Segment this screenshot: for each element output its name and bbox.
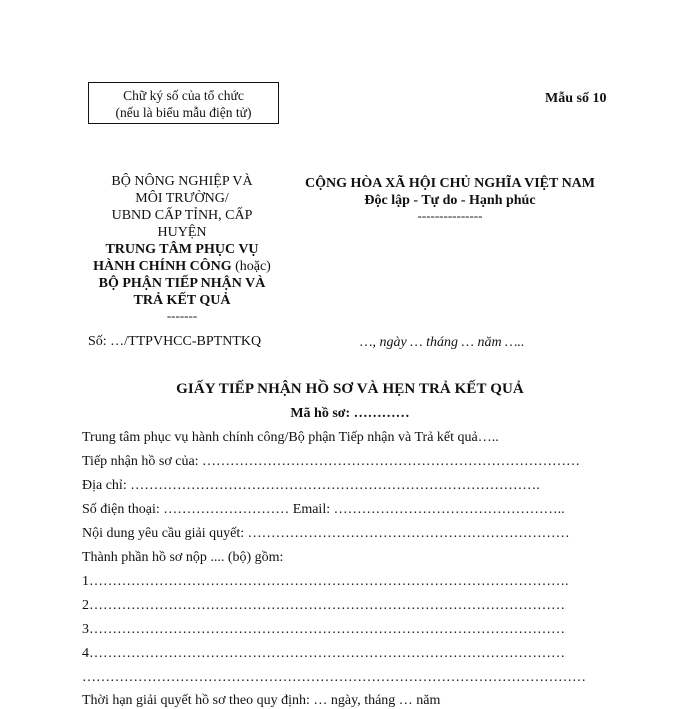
date-line: …, ngày … tháng … năm ….. — [360, 335, 525, 350]
national-motto: Độc lập - Tự do - Hạnh phúc — [364, 193, 536, 208]
body-line-item-2: 2………………………………………………………………………………………… — [82, 598, 565, 613]
center-line2-normal: (hoặc) — [231, 259, 271, 274]
signature-box-line2: (nếu là biểu mẫu điện tử) — [115, 105, 252, 120]
signature-box-line1: Chữ ký số của tổ chức — [123, 88, 244, 103]
center-line2 — [80, 258, 284, 275]
body-line-request-content: Nội dung yêu cầu giải quyết: …………………………………………………………… — [82, 526, 570, 541]
center-line1: TRUNG TÂM PHỤC VỤ — [105, 242, 259, 257]
body-line-deadline: Thời hạn giải quyết hồ sơ theo quy định: … ngày, tháng … năm — [82, 693, 441, 708]
issuing-agency-header — [80, 173, 284, 323]
right-separator: --------------- — [417, 208, 483, 223]
body-line-applicant: Tiếp nhận hồ sơ của: ……………………………………………………………………… — [82, 454, 581, 469]
body-line-item-1: 1…………………………………………………………………………………………. — [82, 574, 569, 589]
body-line-item-3: 3………………………………………………………………………………………… — [82, 622, 565, 637]
agency-line4: HUYỆN — [157, 225, 207, 240]
national-header — [290, 175, 610, 223]
center-line3: BỘ PHẬN TIẾP NHẬN VÀ — [98, 276, 266, 291]
body-line-phone-email: Số điện thoại: ……………………… Email: ………………………………………….. — [82, 502, 565, 517]
left-separator: ------- — [166, 308, 198, 323]
center-line4: TRẢ KẾT QUẢ — [133, 293, 231, 308]
body-line-address: Địa chỉ: ……………………………………………………………………………. — [82, 478, 540, 493]
agency-line2: MÔI TRƯỜNG/ — [135, 191, 229, 206]
body-line-receiving-office: Trung tâm phục vụ hành chính công/Bộ phận Tiếp nhận và Trả kết quả….. — [82, 430, 499, 445]
document-title: GIẤY TIẾP NHẬN HỒ SƠ VÀ HẸN TRẢ KẾT QUẢ — [176, 381, 524, 397]
signature-box — [88, 82, 279, 124]
body-line-dossier-components: Thành phần hồ sơ nộp .... (bộ) gồm: — [82, 550, 284, 565]
file-code: Mã hồ sơ: ………… — [290, 406, 410, 421]
body-line-item-4: 4………………………………………………………………………………………… — [82, 646, 565, 661]
document-number: Số: …/TTPVHCC-BPTNTKQ — [88, 334, 262, 349]
body-line-item-more: ……………………………………………………………………………………………… — [82, 670, 586, 685]
agency-line1: BỘ NÔNG NGHIỆP VÀ — [111, 174, 253, 189]
agency-line3: UBND CẤP TỈNH, CẤP — [111, 208, 253, 223]
country-name: CỘNG HÒA XÃ HỘI CHỦ NGHĨA VIỆT NAM — [304, 176, 595, 191]
form-number: Mẫu số 10 — [545, 91, 607, 106]
center-line2-bold: HÀNH CHÍNH CÔNG — [93, 259, 232, 274]
